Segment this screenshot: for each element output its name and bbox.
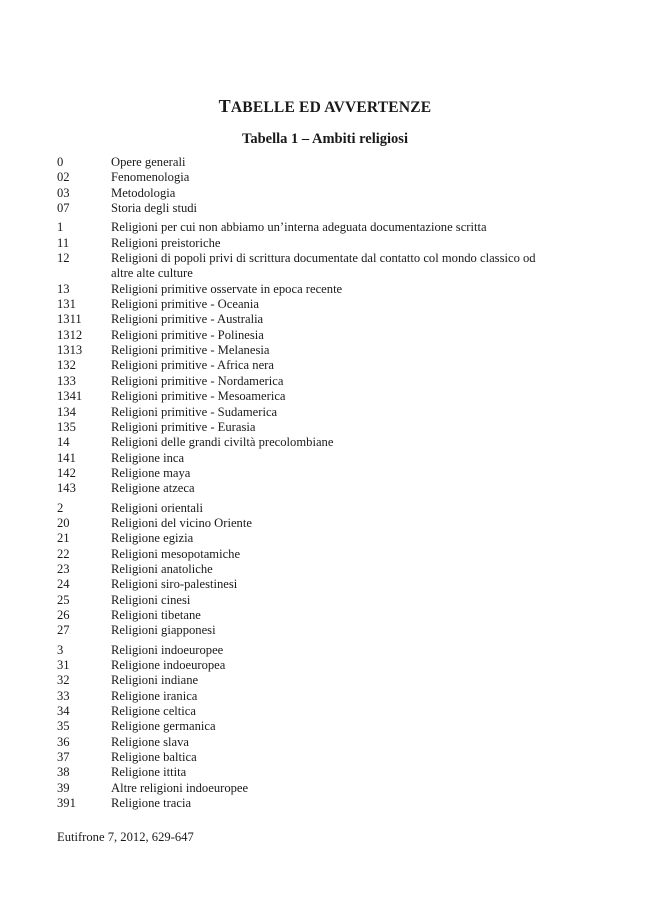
row-code: 33	[57, 688, 70, 703]
row-code: 1341	[57, 389, 83, 404]
table-row	[57, 481, 577, 496]
table-row	[57, 608, 577, 623]
row-label: Religione germanica	[111, 719, 216, 734]
table-row	[57, 719, 577, 734]
row-label: Religioni primitive - Sudamerica	[111, 404, 278, 419]
row-label: Religione egizia	[111, 531, 194, 546]
row-code: 31	[57, 658, 70, 672]
title-initial: T	[218, 96, 231, 116]
row-code: 11	[57, 235, 70, 250]
row-label: Religioni indiane	[111, 673, 199, 688]
row-label: Religione slava	[111, 734, 189, 749]
row-label: Religioni primitive - Polinesia	[111, 327, 264, 342]
row-code: 1313	[57, 343, 83, 358]
row-code: 02	[57, 170, 70, 185]
table-group	[57, 220, 577, 496]
table-row	[57, 689, 577, 704]
table-row	[57, 466, 577, 481]
row-label: Fenomenologia	[111, 170, 190, 185]
row-code: 131	[57, 297, 76, 312]
row-label: Religioni indoeuropee	[111, 642, 224, 657]
table-row	[57, 593, 577, 608]
page-footer-citation: Eutifrone 7, 2012, 629-647	[57, 830, 194, 844]
table-group	[57, 155, 577, 216]
row-label: Religioni primitive - Eurasia	[111, 419, 256, 434]
row-label: Religioni primitive - Nordamerica	[111, 373, 284, 388]
row-code: 1311	[57, 312, 82, 327]
row-code: 13	[57, 281, 70, 296]
row-code: 134	[57, 404, 76, 419]
row-code: 0	[57, 155, 64, 169]
table-group	[57, 643, 577, 812]
row-code: 39	[57, 780, 70, 795]
table-row	[57, 673, 577, 688]
table-row	[57, 623, 577, 638]
religion-table	[57, 155, 577, 815]
row-label: Religioni del vicino Oriente	[111, 515, 252, 530]
row-code: 1	[57, 220, 64, 235]
row-code: 32	[57, 673, 70, 688]
table-row	[57, 796, 577, 811]
row-label: Religione maya	[111, 465, 191, 480]
table-row	[57, 282, 577, 297]
table-row	[57, 735, 577, 750]
row-code: 03	[57, 185, 70, 200]
table-row	[57, 201, 577, 216]
table-group	[57, 501, 577, 639]
table-row	[57, 312, 577, 327]
table-row	[57, 420, 577, 435]
table-row	[57, 765, 577, 780]
row-label: altre alte culture	[111, 266, 193, 281]
row-label: Religioni delle grandi civiltà precolombiane	[111, 435, 334, 450]
table-row	[57, 389, 577, 404]
row-label: Religioni primitive osservate in epoca recente	[111, 281, 343, 296]
row-code: 1312	[57, 327, 83, 342]
table-row	[57, 328, 577, 343]
row-code: 27	[57, 623, 70, 638]
row-code: 21	[57, 531, 70, 546]
row-label: Religioni primitive - Africa nera	[111, 358, 274, 373]
row-code: 25	[57, 592, 70, 607]
row-label: Religioni giapponesi	[111, 623, 216, 638]
row-code: 20	[57, 515, 70, 530]
row-label: Religione inca	[111, 450, 185, 465]
row-label: Metodologia	[111, 185, 176, 200]
row-label: Religioni primitive - Australia	[111, 312, 264, 327]
row-code: 391	[57, 796, 76, 811]
table-row	[57, 781, 577, 796]
row-code: 35	[57, 719, 70, 734]
table-row	[57, 266, 577, 281]
table-row	[57, 531, 577, 546]
row-code: 132	[57, 358, 76, 373]
row-code: 22	[57, 546, 70, 561]
row-code: 34	[57, 704, 70, 719]
row-label: Religioni siro-palestinesi	[111, 577, 238, 592]
table-subtitle: Tabella 1 – Ambiti religiosi	[242, 131, 408, 147]
row-label: Religioni mesopotamiche	[111, 546, 241, 561]
table-row	[57, 451, 577, 466]
table-row	[57, 750, 577, 765]
table-row	[57, 643, 577, 658]
row-label: Religioni tibetane	[111, 607, 201, 622]
title-smallcaps: ABELLE ED AVVERTENZE	[230, 99, 432, 116]
row-label: Religioni primitive - Melanesia	[111, 343, 270, 358]
row-code: 23	[57, 561, 70, 576]
row-code: 38	[57, 765, 70, 780]
table-row	[57, 155, 577, 170]
row-code: 14	[57, 435, 70, 450]
table-row	[57, 704, 577, 719]
row-code: 26	[57, 607, 70, 622]
page-title	[0, 96, 650, 117]
table-row	[57, 220, 577, 235]
row-code: 36	[57, 734, 70, 749]
row-label: Religione indoeuropea	[111, 658, 226, 672]
row-code: 143	[57, 481, 76, 496]
row-code: 135	[57, 419, 76, 434]
row-label: Altre religioni indoeuropee	[111, 780, 249, 795]
row-label: Religioni anatoliche	[111, 561, 213, 576]
row-label: Religione tracia	[111, 796, 192, 811]
table-row	[57, 236, 577, 251]
row-code: 133	[57, 373, 76, 388]
table-row	[57, 577, 577, 592]
row-code: 07	[57, 201, 70, 216]
row-code: 37	[57, 750, 70, 765]
row-label: Religioni cinesi	[111, 592, 191, 607]
row-label: Religione celtica	[111, 704, 196, 719]
table-row	[57, 297, 577, 312]
row-code: 2	[57, 500, 64, 515]
row-label: Religioni preistoriche	[111, 235, 221, 250]
row-label: Religioni di popoli privi di scrittura documentate dal contatto col mondo classico od	[111, 251, 536, 266]
row-label: Religione iranica	[111, 688, 198, 703]
table-row	[57, 547, 577, 562]
row-code	[57, 266, 111, 281]
row-code: 24	[57, 577, 70, 592]
row-label: Religione ittita	[111, 765, 187, 780]
table-row	[57, 343, 577, 358]
table-row	[57, 405, 577, 420]
row-label: Opere generali	[111, 155, 186, 169]
table-row	[57, 170, 577, 185]
table-row	[57, 435, 577, 450]
table-row	[57, 358, 577, 373]
row-label: Religione baltica	[111, 750, 197, 765]
table-row	[57, 516, 577, 531]
row-label: Religioni primitive - Mesoamerica	[111, 389, 286, 404]
row-code: 12	[57, 251, 70, 266]
row-label: Religione atzeca	[111, 481, 195, 496]
table-row	[57, 251, 577, 266]
row-label: Religioni orientali	[111, 500, 203, 515]
row-code: 3	[57, 642, 64, 657]
row-code: 141	[57, 450, 76, 465]
table-row	[57, 186, 577, 201]
row-label: Religioni per cui non abbiamo un’interna adeguata documentazione scritta	[111, 220, 487, 235]
table-row	[57, 374, 577, 389]
table-row	[57, 562, 577, 577]
row-code: 142	[57, 465, 76, 480]
row-label: Storia degli studi	[111, 201, 198, 216]
row-label: Religioni primitive - Oceania	[111, 297, 259, 312]
table-row	[57, 501, 577, 516]
table-row	[57, 658, 577, 673]
